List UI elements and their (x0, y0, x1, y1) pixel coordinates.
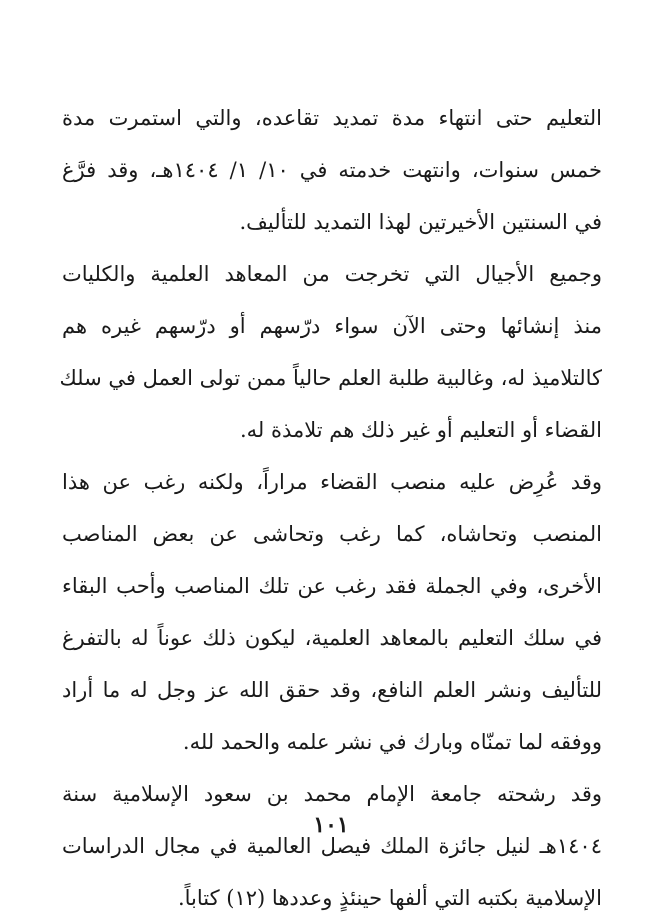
text-line: وقد رشحته جامعة الإمام محمد بن سعود الإسلامية سنة (62, 782, 602, 806)
text-line: كالتلاميذ له، وغالبية طلبة العلم حالياً ممن تولى العمل في سلك (59, 366, 602, 390)
text-line: منذ إنشائها وحتى الآن سواء درّسهم أو درّسهم غيره هم (62, 314, 602, 338)
text-line: الأخرى، وفي الجملة فقد رغب عن تلك المناصب وأحب البقاء (62, 574, 602, 598)
text-line: ١٤٠٤هـ لنيل جائزة الملك فيصل العالمية في مجال الدراسات (62, 834, 602, 858)
text-line: في سلك التعليم بالمعاهد العلمية، ليكون ذلك عوناً له بالتفرغ (62, 626, 602, 650)
text-line: خمس سنوات، وانتهت خدمته في ١٠/ ١/ ١٤٠٤هـ، وقد فرَّغ (62, 158, 602, 182)
body-text (59, 92, 602, 924)
text-line: المنصب وتحاشاه، كما رغب وتحاشى عن بعض المناصب (62, 522, 602, 546)
paragraph-1 (62, 92, 602, 248)
paragraph-3 (62, 456, 602, 768)
text-line: للتأليف ونشر العلم النافع، وقد حقق الله عز وجل له ما أراد (62, 678, 602, 702)
page-number: ١٠١ (313, 812, 349, 838)
paragraph-2 (59, 248, 602, 456)
text-line: القضاء أو التعليم أو غير ذلك هم تلامذة له. (239, 418, 602, 442)
text-line: التعليم حتى انتهاء مدة تمديد تقاعده، والتي استمرت مدة (62, 106, 602, 130)
text-line: وجميع الأجيال التي تخرجت من المعاهد العلمية والكليات (62, 262, 602, 286)
paragraph-4 (62, 768, 602, 924)
text-line: الإسلامية بكتبه التي ألفها حينئذٍ وعددها (١٢) كتاباً. (177, 886, 602, 910)
text-line: ووفقه لما تمنّاه وبارك في نشر علمه والحمد لله. (182, 730, 602, 754)
text-line: وقد عُرِض عليه منصب القضاء مراراً، ولكنه رغب عن هذا (62, 470, 602, 494)
text-line: في السنتين الأخيرتين لهذا التمديد للتأليف. (239, 210, 602, 234)
